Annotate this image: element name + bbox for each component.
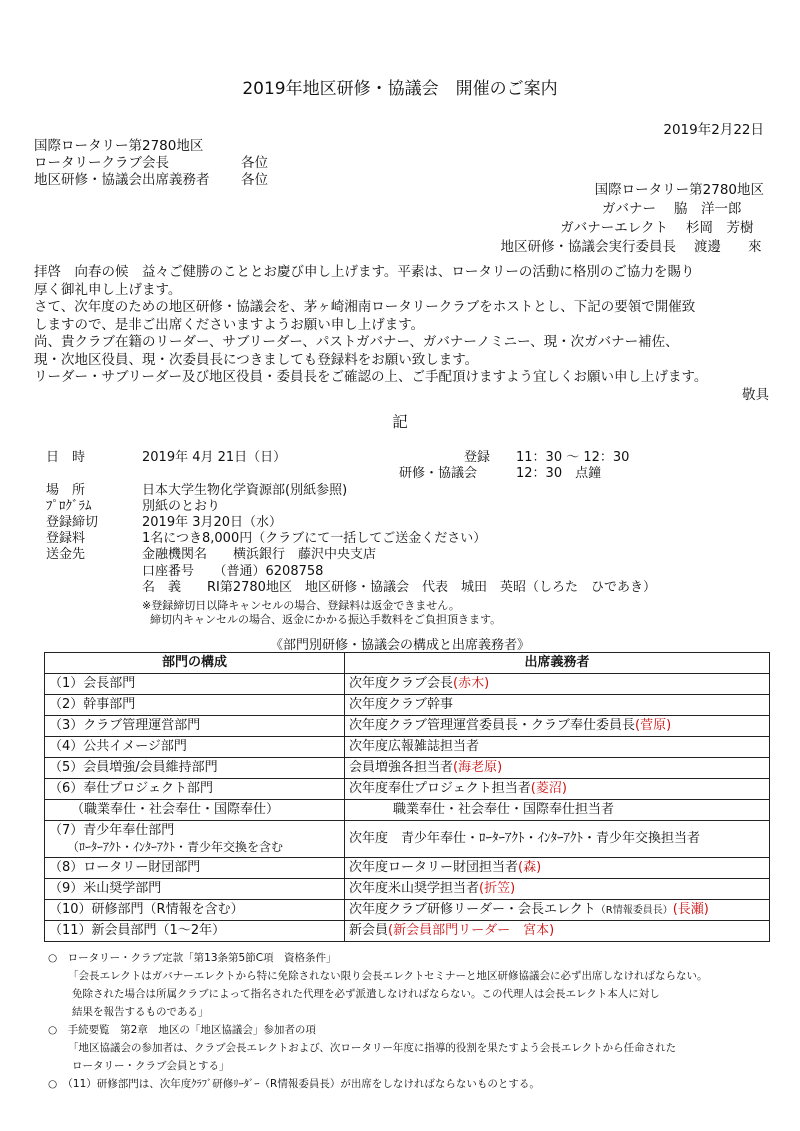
account-value: 口座番号 （普通）6208758 xyxy=(142,564,324,579)
sender-name: 渡邊 來 xyxy=(694,239,762,255)
attendee-role-note: （R情報委員長） xyxy=(595,904,673,916)
attendee-role: 新会員 xyxy=(349,923,389,938)
deadline-value: 2019年 3月20日（水） xyxy=(142,515,283,530)
addressee-name: 国際ロータリー第2780地区 xyxy=(34,138,204,154)
sender-block xyxy=(501,181,765,257)
note-line: ○ ロータリー・クラブ定款「第13条第5節C項 資格条件」 xyxy=(48,952,337,964)
department-cell: （5）会員増強/会員維持部門 xyxy=(45,758,345,779)
event-details xyxy=(46,450,786,630)
holder-row xyxy=(142,580,656,597)
registration-label: 登録 xyxy=(464,450,491,465)
department-cell: （2）幹事部門 xyxy=(45,695,345,716)
datetime-label: 日 時 xyxy=(46,450,86,465)
place-value: 日本大学生物化学資源部(別紙参照) xyxy=(142,483,348,498)
table-row xyxy=(45,921,770,942)
program-value: 別紙のとおり xyxy=(142,499,221,514)
sender-role: 地区研修・協議会実行委員長 xyxy=(500,239,676,255)
table-row xyxy=(45,800,770,821)
letter-body xyxy=(34,264,769,404)
issue-date: 2019年2月22日 xyxy=(663,122,764,138)
conference-time: 12：30 点鐘 xyxy=(516,466,602,481)
attendee-cell xyxy=(345,737,770,758)
remittance-label: 送金先 xyxy=(46,547,86,562)
table-caption: 《部門別研修・協議会の構成と出席義務者》 xyxy=(269,638,530,653)
account-row xyxy=(142,564,323,581)
table-row xyxy=(45,758,770,779)
registration-time-row xyxy=(464,450,630,467)
letter-line: しますので、是非ご出席くださいますようお願い申し上げます。 xyxy=(34,316,425,333)
attendee-name: (海老原) xyxy=(453,760,503,775)
attendee-role: 次年度ロータリー財団担当者 xyxy=(349,860,519,875)
attendee-cell xyxy=(345,900,770,921)
attendee-role: 次年度クラブ管理運営委員長・クラブ奉仕委員長 xyxy=(349,718,636,733)
cancel-note-1: ※登録締切日以降キャンセルの場合、登録料は返金できません。 xyxy=(142,599,460,612)
attendee-role: 次年度クラブ会長 xyxy=(349,676,454,691)
table-row xyxy=(45,779,770,800)
table-row xyxy=(45,858,770,879)
addressee-name: 地区研修・協議会出席義務者 xyxy=(34,172,210,188)
note-line: 免除された場合は所属クラブによって指名された代理を必ず派遣しなければならない。この代理人は会長エレクト本人に対し xyxy=(72,988,660,1000)
bank-value: 金融機関名 横浜銀行 藤沢中央支店 xyxy=(142,547,377,562)
attendee-cell xyxy=(345,695,770,716)
note-line: 「地区協議会の参加者は、クラブ会長エレクトおよび、次ロータリー年度に指導的役割を果たすよう会長エレクトから任命された xyxy=(68,1042,677,1054)
department-cell: （9）米山奨学部門 xyxy=(45,879,345,900)
program-label: ﾌﾟﾛｸﾞﾗﾑ xyxy=(46,499,92,514)
fee-label: 登録料 xyxy=(46,531,86,546)
addressee-line xyxy=(34,172,268,189)
department-name: （7）青少年奉仕部門 xyxy=(49,823,175,838)
letter-line: リーダー・サブリーダー及び地区役員・委員長をご確認の上、ご手配頂けますよう宜しくお願い申し上げます。 xyxy=(34,369,708,385)
place-label: 場 所 xyxy=(46,483,86,498)
table-header-row xyxy=(45,653,770,674)
attendee-name: (折笠) xyxy=(479,881,516,896)
table-row xyxy=(45,821,770,858)
attendee-name: (菅原) xyxy=(635,718,672,733)
department-cell: （1）会長部門 xyxy=(45,674,345,695)
page-title: 2019年地区研修・協議会 開催のご案内 xyxy=(242,79,558,99)
column-header-department: 部門の構成 xyxy=(45,653,345,674)
table-row xyxy=(45,737,770,758)
sender-name: 脇 洋一郎 xyxy=(674,201,742,217)
sender-line xyxy=(501,219,765,238)
sender-name: 杉岡 芳樹 xyxy=(686,220,754,236)
department-cell xyxy=(45,821,345,858)
sender-line xyxy=(501,200,765,219)
addressee-name: ロータリークラブ会長 xyxy=(34,155,169,171)
department-table xyxy=(44,652,770,942)
conference-label: 研修・協議会 xyxy=(399,466,478,481)
attendee-cell xyxy=(345,821,770,858)
letter-line: さて、次年度のための地区研修・協議会を、茅ヶ崎湘南ロータリークラブをホストとし、下記の要領で開催致 xyxy=(34,299,696,315)
attendee-cell xyxy=(345,716,770,737)
attendee-name: (赤木) xyxy=(453,676,490,691)
attendee-cell xyxy=(345,921,770,942)
department-cell: （6）奉仕プロジェクト部門 xyxy=(45,779,345,800)
table-row xyxy=(45,900,770,921)
addressee-line xyxy=(34,138,268,155)
department-cell: （11）新会員部門（1～2年） xyxy=(45,921,345,942)
attendee-cell xyxy=(345,879,770,900)
letter-line: 現・次地区役員、現・次委員長につきましても登録料をお願い致します。 xyxy=(34,351,479,368)
department-subnote: （ﾛｰﾀｰｱｸﾄ・ｲﾝﾀｰｱｸﾄ・青少年交換を含む xyxy=(67,840,284,854)
attendee-role: 会員増強各担当者 xyxy=(349,760,454,775)
conference-time-row xyxy=(399,466,602,483)
sender-org: 国際ロータリー第2780地区 xyxy=(594,182,764,198)
attendee-role: 次年度 青少年奉仕・ﾛｰﾀｰｱｸﾄ・ｲﾝﾀｰｱｸﾄ・青少年交換担当者 xyxy=(349,831,701,846)
registration-time: 11：30 ～ 12：30 xyxy=(516,450,630,465)
attendee-name: (長瀬) xyxy=(672,901,709,917)
attendee-cell xyxy=(345,779,770,800)
ki-heading: 記 xyxy=(392,413,408,431)
datetime-value: 2019年 4月 21日（日） xyxy=(142,450,287,465)
attendee-role: 次年度クラブ幹事 xyxy=(349,697,454,712)
note-line: 「会長エレクトはガバナーエレクトから特に免除されない限り会長エレクトセミナーと地区研修協議会に必ず出席しなければならない。 xyxy=(68,970,708,982)
department-cell: （8）ロータリー財団部門 xyxy=(45,858,345,879)
letter-line: 拝啓 向春の候 益々ご健勝のこととお慶び申し上げます。平素は、ロータリーの活動に格別のご協力を賜り xyxy=(34,264,695,280)
deadline-label: 登録締切 xyxy=(46,515,99,530)
attendee-cell xyxy=(345,674,770,695)
attendee-role: 職業奉仕・社会奉仕・国際奉仕担当者 xyxy=(393,802,615,817)
attendee-role: 次年度奉仕プロジェクト担当者 xyxy=(349,781,531,796)
note-line: 結果を報告するものである」 xyxy=(72,1006,209,1018)
attendee-role: 次年度クラブ研修リーダー・会長エレクト xyxy=(349,901,596,917)
addressee-suffix: 各位 xyxy=(241,155,268,171)
attendee-cell xyxy=(345,800,770,821)
note-line: ○ （11）研修部門は、次年度ｸﾗﾌﾞ研修ﾘｰﾀﾞｰ（R情報委員長）が出席をしなければならないものとする。 xyxy=(48,1078,540,1090)
department-cell: （10）研修部門（R情報を含む） xyxy=(45,900,345,921)
notes-block xyxy=(48,949,708,1093)
attendee-role: 次年度広報雑誌担当者 xyxy=(349,739,480,754)
cancel-note-2: 締切内キャンセルの場合、返金にかかる振込手数料をご負担頂きます。 xyxy=(150,613,502,626)
attendee-cell xyxy=(345,858,770,879)
attendee-name: (森) xyxy=(518,860,542,875)
table-row xyxy=(45,879,770,900)
attendee-role: 次年度米山奨学担当者 xyxy=(349,881,480,896)
department-cell: （職業奉仕・社会奉仕・国際奉仕） xyxy=(45,800,345,821)
column-header-attendee: 出席義務者 xyxy=(345,653,770,674)
addressee-suffix: 各位 xyxy=(241,172,268,188)
sender-role: ガバナー xyxy=(602,201,656,217)
sender-line xyxy=(501,238,765,257)
sender-role: ガバナーエレクト xyxy=(560,220,668,236)
addressee-line xyxy=(34,155,268,172)
attendee-name: (新会員部門リーダー 宮本) xyxy=(388,923,555,938)
note-line: ○ 手続要覧 第2章 地区の「地区協議会」参加者の項 xyxy=(48,1024,316,1036)
holder-value: 名 義 RI第2780地区 地区研修・協議会 代表 城田 英昭（しろた ひであき） xyxy=(142,580,656,595)
letter-line: 厚く御礼申し上げます。 xyxy=(34,281,182,298)
table-row xyxy=(45,695,770,716)
attendee-cell xyxy=(345,758,770,779)
table-row xyxy=(45,674,770,695)
fee-value: 1名につき8,000円（クラブにて一括してご送金ください） xyxy=(142,531,487,546)
addressee-block xyxy=(34,138,268,189)
department-cell: （3）クラブ管理運営部門 xyxy=(45,716,345,737)
letter-closing: 敬具 xyxy=(742,386,769,403)
department-cell: （4）公共イメージ部門 xyxy=(45,737,345,758)
note-line: ロータリー・クラブ会員とする」 xyxy=(72,1060,230,1072)
attendee-name: (菱沼) xyxy=(530,781,567,796)
letter-line: 尚、貴クラブ在籍のリーダー、サブリーダー、パストガバナー、ガバナーノミニー、現・次ガバナー補佐、 xyxy=(34,334,679,350)
table-row xyxy=(45,716,770,737)
